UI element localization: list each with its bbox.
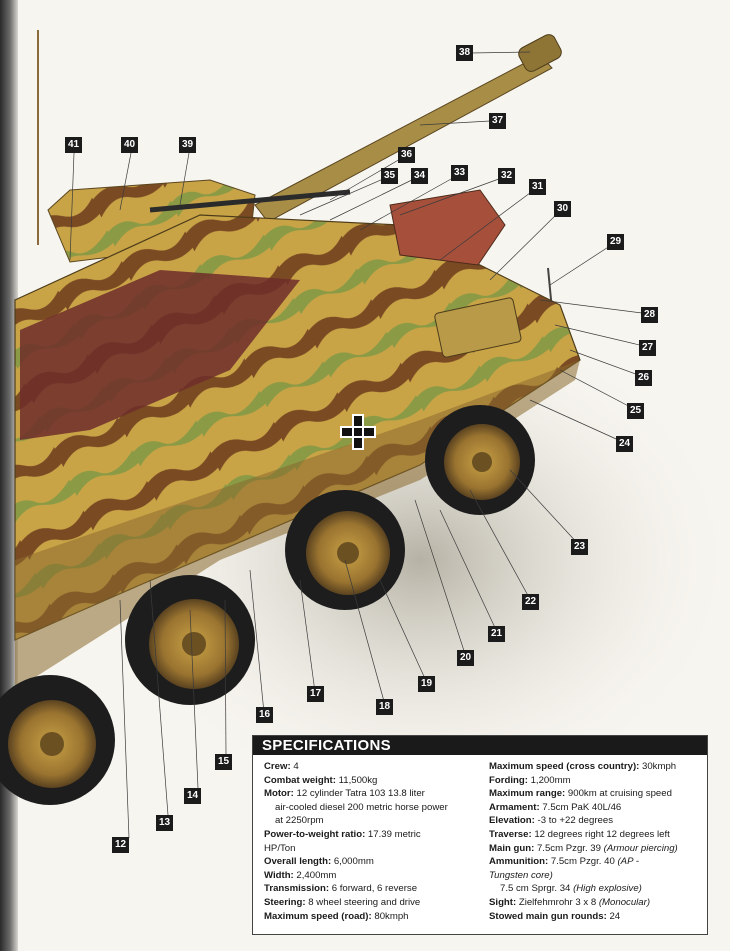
spec-value: 6 forward, 6 reverse <box>329 883 418 895</box>
callout-39: 39 <box>179 137 196 153</box>
spec-row <box>489 855 703 869</box>
callout-14: 14 <box>184 788 201 804</box>
main-gun-barrel <box>255 32 564 222</box>
callout-31: 31 <box>529 179 546 195</box>
spec-value: 8 wheel steering and drive <box>305 896 421 908</box>
callout-30: 30 <box>554 201 571 217</box>
spec-label: Armament: <box>489 801 540 813</box>
spec-label: Main gun: <box>489 842 535 854</box>
spec-value: 1,200mm <box>527 774 571 786</box>
spec-label: Ammunition: <box>489 856 549 868</box>
spec-value: 30kmph <box>639 761 677 772</box>
callout-34: 34 <box>411 168 428 184</box>
spec-row <box>264 842 482 856</box>
spec-row <box>489 842 703 856</box>
spec-value: 2,400mm <box>293 869 337 881</box>
callout-16: 16 <box>256 707 273 723</box>
spec-value: HP/Ton <box>264 842 296 854</box>
callout-32: 32 <box>498 168 515 184</box>
specifications-left-column <box>264 760 482 923</box>
callout-20: 20 <box>457 650 474 666</box>
spec-label: Transmission: <box>264 883 330 895</box>
spec-label: Elevation: <box>489 815 535 827</box>
spec-value: 17.39 metric <box>365 828 421 840</box>
spec-value: 24 <box>606 910 621 922</box>
spec-value: 12 degrees right 12 degrees left <box>531 828 670 840</box>
callout-21: 21 <box>488 626 505 642</box>
spec-row <box>489 774 703 788</box>
spec-row <box>264 801 482 815</box>
spec-label: Power-to-weight ratio: <box>264 828 366 840</box>
spec-row <box>489 787 703 801</box>
callout-29: 29 <box>607 234 624 250</box>
spec-value: 900km at cruising speed <box>565 788 672 800</box>
spec-note: (Armour piercing) <box>603 842 678 854</box>
spec-label: Fording: <box>489 774 528 786</box>
callout-15: 15 <box>215 754 232 770</box>
callout-41: 41 <box>65 137 82 153</box>
spec-row <box>264 787 482 801</box>
callout-26: 26 <box>635 370 652 386</box>
spec-value: 4 <box>290 761 299 772</box>
spec-note: Tungsten core) <box>489 869 553 881</box>
callout-23: 23 <box>571 539 588 555</box>
spec-row <box>489 801 703 815</box>
spec-label: Crew: <box>264 761 291 772</box>
spec-value: 7.5cm PaK 40L/46 <box>539 801 622 813</box>
spec-label: Width: <box>264 869 294 881</box>
spec-row <box>489 814 703 828</box>
spec-label: Sight: <box>489 896 517 908</box>
callout-35: 35 <box>381 168 398 184</box>
spec-note: (AP - <box>617 856 639 868</box>
spec-value: 11,500kg <box>335 774 378 786</box>
specifications-box <box>252 735 708 935</box>
spec-row <box>264 855 482 869</box>
specifications-right-column <box>489 760 703 923</box>
spec-row <box>264 896 482 910</box>
spec-value: -3 to +22 degrees <box>534 815 613 827</box>
spec-label: Traverse: <box>489 828 532 840</box>
spec-value: 7.5 cm Sprgr. 34 <box>500 883 574 895</box>
specifications-header <box>253 736 707 755</box>
callout-19: 19 <box>418 676 435 692</box>
spec-value: 7.5cm Pzgr. 40 <box>548 856 618 868</box>
spec-row <box>264 760 482 774</box>
spec-row <box>489 828 703 842</box>
spec-value: at 2250rpm <box>275 815 324 827</box>
spec-row <box>489 882 703 896</box>
callout-22: 22 <box>522 594 539 610</box>
spec-row <box>264 814 482 828</box>
spec-row <box>489 896 703 910</box>
spec-label: Motor: <box>264 788 294 800</box>
spec-value: Zielfehmrohr 3 x 8 <box>516 896 599 908</box>
spec-label: Maximum speed (road): <box>264 910 372 922</box>
callout-13: 13 <box>156 815 173 831</box>
specifications-title: SPECIFICATIONS <box>262 737 391 754</box>
spec-note: (Monocular) <box>598 896 651 908</box>
spec-value: 12 cylinder Tatra 103 13.8 liter <box>293 788 425 800</box>
spec-row <box>489 910 703 924</box>
spec-label: Steering: <box>264 896 306 908</box>
spec-value: 7.5cm Pzgr. 39 <box>534 842 604 854</box>
spec-note: (High explosive) <box>573 883 642 895</box>
spec-value: 80kmph <box>371 910 409 922</box>
callout-25: 25 <box>627 403 644 419</box>
spec-value: air-cooled diesel 200 metric horse power <box>275 801 448 813</box>
spec-label: Maximum speed (cross country): <box>489 761 640 772</box>
engine-hatch <box>390 190 505 265</box>
spec-label: Stowed main gun rounds: <box>489 910 607 922</box>
spec-label: Maximum range: <box>489 788 566 800</box>
callout-27: 27 <box>639 340 656 356</box>
callout-37: 37 <box>489 113 506 129</box>
spec-row <box>489 869 703 883</box>
spec-value: 6,000mm <box>331 856 374 868</box>
callout-33: 33 <box>451 165 468 181</box>
callout-38: 38 <box>456 45 473 61</box>
callout-36: 36 <box>398 147 415 163</box>
spec-row <box>264 774 482 788</box>
spec-label: Overall length: <box>264 856 332 868</box>
spec-row <box>264 869 482 883</box>
callout-28: 28 <box>641 307 658 323</box>
callout-40: 40 <box>121 137 138 153</box>
callout-12: 12 <box>112 837 129 853</box>
callout-18: 18 <box>376 699 393 715</box>
spec-row <box>264 882 482 896</box>
spec-row <box>264 910 482 924</box>
spec-row <box>264 828 482 842</box>
spec-label: Combat weight: <box>264 774 336 786</box>
callout-24: 24 <box>616 436 633 452</box>
callout-17: 17 <box>307 686 324 702</box>
spec-row <box>489 760 703 774</box>
